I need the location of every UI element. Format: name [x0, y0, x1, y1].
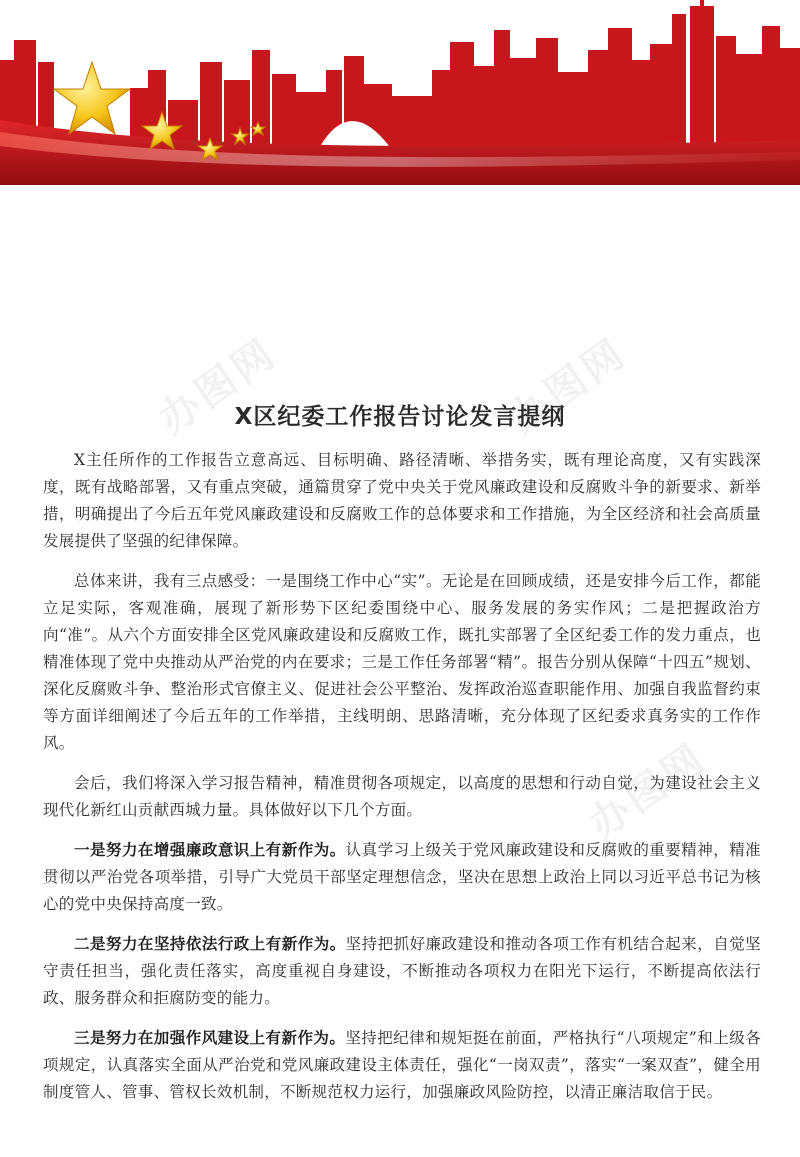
paragraph-lead: 三是努力在加强作风建设上有新作为。 — [74, 1028, 346, 1047]
paragraph-text: 总体来讲，我有三点感受：一是围绕工作中心“实”。无论是在回顾成绩，还是安排今后工作，都能立足实际，客观准确，展现了新形势下区纪委围绕中心、服务发展的务实作风；二是把握政治方向“准”。从六个方面安排全区党风廉政建设和反腐败工作，既扎实部署了全区纪委工作的发力重点，也精准体现了党中央推动从严治党的内在要求；三是工作任务部署“精”。报告分别从保障“十四五”规划、深化反腐败斗争、整治形式官僚主义、促进社会公平整治、发挥政治巡查职能作用、加强自我监督约束等方面详细阐述了今后五年的工作举措，主线明朗、思路清晰，充分体现了区纪委求真务实的工作作风。 — [43, 572, 761, 752]
watermark: 办图网 — [580, 734, 716, 849]
paragraph-text: X主任所作的工作报告立意高远、目标明确、路径清晰、举措务实，既有理论高度，又有实践深度，既有战略部署，又有重点突破，通篇贯穿了党中央关于党风廉政建设和反腐败斗争的新要求、新举措，明确提出了今后五年党风廉政建设和反腐败工作的总体要求和工作措施，为全区经济和社会高质量发展提供了坚强的纪律保障。 — [43, 451, 761, 550]
skyline-illustration — [0, 0, 800, 185]
document-title: X区纪委工作报告讨论发言提纲 — [234, 404, 566, 430]
paragraph-text: 会后，我们将深入学习报告精神，精准贯彻各项规定，以高度的思想和行动自觉，为建设社会主义现代化新红山贡献西城力量。具体做好以下几个方面。 — [43, 774, 761, 819]
paragraph — [43, 836, 761, 918]
paragraph-text: 认真学习上级关于党风廉政建设和反腐败的重要精神，精准贯彻以严治党各项举措，引导广大党员干部坚定理想信念，坚决在思想上政治上同以习近平总书记为核心的党中央保持高度一致。 — [43, 841, 761, 913]
document-body — [43, 446, 761, 1118]
paragraph — [43, 1024, 761, 1106]
paragraph-lead: 二是努力在坚持依法行政上有新作为。 — [74, 934, 346, 953]
paragraph-lead: 一是努力在增强廉政意识上有新作为。 — [74, 840, 346, 859]
watermark: 办图网 — [500, 329, 636, 444]
paragraph — [43, 446, 761, 555]
watermark: 办图网 — [150, 329, 286, 444]
paragraph-text: 坚持把纪律和规矩挺在前面，严格执行“八项规定”和上级各项规定，认真落实全面从严治党和党风廉政建设主体责任，强化“一岗双责”，落实“一案双查”，健全用制度管人、管事、管权长效机制，不断规范权力运行，加强廉政风险防控，以清正廉洁取信于民。 — [43, 1029, 761, 1101]
paragraph — [43, 769, 761, 824]
paragraph — [43, 567, 761, 757]
paragraph-text: 坚持把抓好廉政建设和推动各项工作有机结合起来，自觉坚守责任担当，强化责任落实，高度重视自身建设，不断推动各项权力在阳光下运行，不断提高依法行政、服务群众和拒腐防变的能力。 — [43, 935, 761, 1007]
star-icon — [54, 62, 130, 134]
paragraph — [43, 930, 761, 1012]
header-banner — [0, 0, 800, 185]
